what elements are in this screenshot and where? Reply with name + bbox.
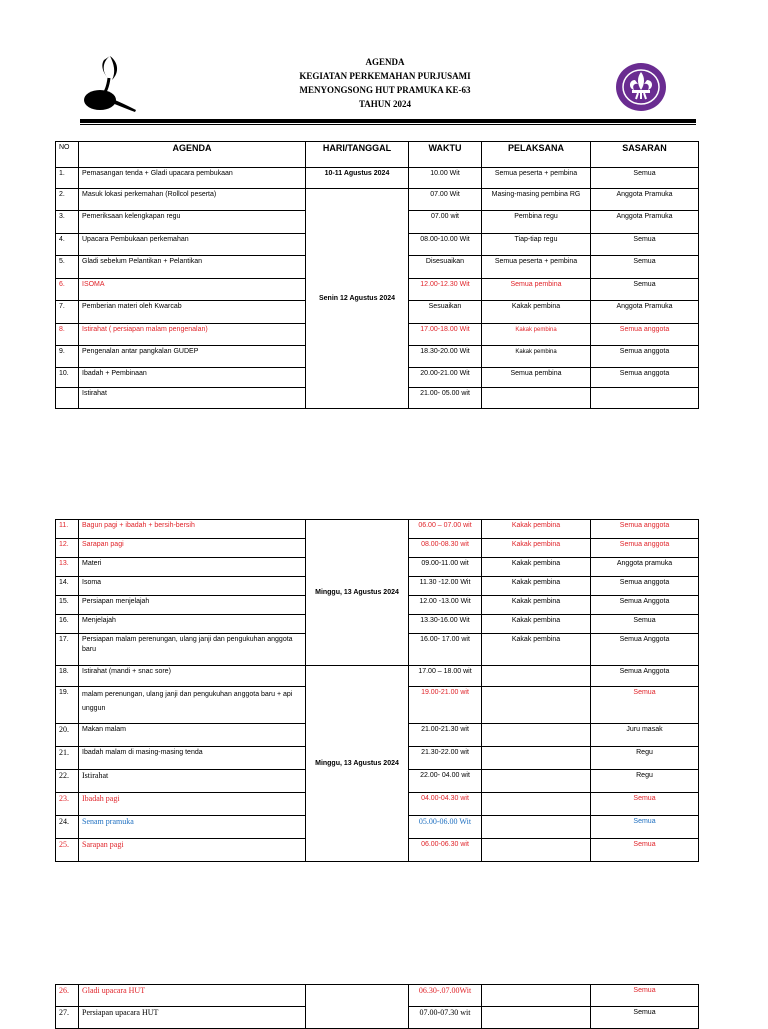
row-sasaran: Anggota pramuka (591, 558, 699, 577)
row-no: 22. (56, 770, 79, 793)
row-agenda: Masuk lokasi perkemahan (Rollcol peserta) (79, 189, 306, 211)
row-no: 7. (56, 301, 79, 324)
row-waktu: 07.00 wit (409, 211, 482, 234)
row-waktu: Disesuaikan (409, 256, 482, 279)
row-no: 6. (56, 279, 79, 301)
row-agenda: Senam pramuka (79, 816, 306, 839)
col-header-no: NO (56, 142, 79, 168)
row-agenda: Pemeriksaan kelengkapan regu (79, 211, 306, 234)
row-agenda: Bagun pagi + ibadah + bersih-bersih (79, 520, 306, 539)
row-waktu: 06.30-.07.00Wit (409, 985, 482, 1007)
header-divider-thin (80, 124, 696, 125)
merged-day-minggu-a: Minggu, 13 Agustus 2024 (306, 520, 409, 666)
row-waktu: 10.00 Wit (409, 168, 482, 189)
header-divider-thick (80, 119, 696, 123)
row-sasaran: Semua (591, 256, 699, 279)
row-pelaksana: Semua peserta + pembina (482, 256, 591, 279)
row-pelaksana (482, 388, 591, 409)
col-header-pelaksana: PELAKSANA (482, 142, 591, 168)
row-no: 26. (56, 985, 79, 1007)
heading-line-2: KEGIATAN PERKEMAHAN PURJUSAMI (299, 71, 471, 81)
row-pelaksana (482, 1007, 591, 1029)
row-pelaksana: Semua pembina (482, 368, 591, 388)
row-pelaksana: Kakak pembina (482, 520, 591, 539)
row-no: 20. (56, 724, 79, 747)
row-agenda: Makan malam (79, 724, 306, 747)
row-sasaran: Semua (591, 793, 699, 816)
row-no: 3. (56, 211, 79, 234)
row-waktu: 20.00-21.00 Wit (409, 368, 482, 388)
row-sasaran: Semua Anggota (591, 634, 699, 666)
row-agenda: Istirahat (79, 770, 306, 793)
row-pelaksana: Kakak pembina (482, 596, 591, 615)
row-sasaran: Anggota Pramuka (591, 301, 699, 324)
row-agenda: Sarapan pagi (79, 539, 306, 558)
row-pelaksana: Semua pembina (482, 279, 591, 301)
row-pelaksana: Tiap-tiap regu (482, 234, 591, 256)
row-no: 27. (56, 1007, 79, 1029)
row-sasaran: Semua anggota (591, 520, 699, 539)
row-agenda: Persiapan upacara HUT (79, 1007, 306, 1029)
row-no: 8. (56, 324, 79, 346)
row-pelaksana: Kakak pembina (482, 301, 591, 324)
row-waktu: 12.00 -13.00 Wit (409, 596, 482, 615)
row-pelaksana (482, 724, 591, 747)
row-sasaran: Regu (591, 770, 699, 793)
row-no: 17. (56, 634, 79, 666)
row-pelaksana: Kakak pembina (482, 324, 591, 346)
row-sasaran: Semua (591, 615, 699, 634)
row-waktu: 22.00- 04.00 wit (409, 770, 482, 793)
row-sasaran: Semua (591, 839, 699, 862)
row-waktu: 06.00-06.30 wit (409, 839, 482, 862)
row-agenda: Ibadah + Pembinaan (79, 368, 306, 388)
row-waktu: 07.00 Wit (409, 189, 482, 211)
row-sasaran: Semua (591, 816, 699, 839)
row-agenda: Istirahat (79, 388, 306, 409)
row-agenda: Istirahat (mandi + snac sore) (79, 666, 306, 687)
row-no: 16. (56, 615, 79, 634)
row-waktu: 09.00-11.00 wit (409, 558, 482, 577)
row-pelaksana (482, 839, 591, 862)
row-no: 5. (56, 256, 79, 279)
document-heading (250, 55, 520, 111)
row-waktu: 12.00-12.30 Wit (409, 279, 482, 301)
table-row (56, 189, 699, 211)
row-no: 21. (56, 747, 79, 770)
row-agenda: Pengenalan antar pangkalan GUDEP (79, 346, 306, 368)
row-waktu: 21.00- 05.00 wit (409, 388, 482, 409)
row-waktu: 21.00-21.30 wit (409, 724, 482, 747)
row-agenda: Ibadah pagi (79, 793, 306, 816)
merged-day-senin: Senin 12 Agustus 2024 (306, 189, 409, 409)
row-pelaksana (482, 666, 591, 687)
row-pelaksana (482, 793, 591, 816)
table-row (56, 666, 699, 687)
row-no: 12. (56, 539, 79, 558)
row-sasaran: Semua (591, 279, 699, 301)
row-no: 11. (56, 520, 79, 539)
row-pelaksana: Kakak pembina (482, 558, 591, 577)
row-no: 9. (56, 346, 79, 368)
row-sasaran: Semua anggota (591, 368, 699, 388)
row-agenda: Gladi sebelum Pelantikan + Pelantikan (79, 256, 306, 279)
schedule-table-1 (55, 141, 699, 409)
row-sasaran: Anggota Pramuka (591, 211, 699, 234)
row-agenda: Materi (79, 558, 306, 577)
row-no: 2. (56, 189, 79, 211)
row-sasaran: Semua (591, 234, 699, 256)
row-no: 19. (56, 687, 79, 724)
row-sasaran: Semua (591, 687, 699, 724)
row-no: 18. (56, 666, 79, 687)
row-pelaksana: Kakak pembina (482, 615, 591, 634)
row-no: 1. (56, 168, 79, 189)
row-waktu: 16.00- 17.00 wit (409, 634, 482, 666)
row-no: 25. (56, 839, 79, 862)
row-pelaksana (482, 687, 591, 724)
row-agenda: Ibadah malam di masing-masing tenda (79, 747, 306, 770)
col-header-sasaran: SASARAN (591, 142, 699, 168)
row-sasaran: Juru masak (591, 724, 699, 747)
table-header-row (56, 142, 699, 168)
row-agenda: Sarapan pagi (79, 839, 306, 862)
row-no: 14. (56, 577, 79, 596)
row-no: 23. (56, 793, 79, 816)
row-agenda: Pemasangan tenda + Gladi upacara pembukaan (79, 168, 306, 189)
scout-fleur-de-lis-icon (614, 62, 668, 112)
merged-day-empty (306, 985, 409, 1029)
heading-line-4: TAHUN 2024 (358, 99, 412, 109)
row-waktu: 04.00-04.30 wit (409, 793, 482, 816)
row-agenda: Menjelajah (79, 615, 306, 634)
row-sasaran: Regu (591, 747, 699, 770)
row-waktu: 17.00 – 18.00 wit (409, 666, 482, 687)
row-waktu: 19.00-21.00 wit (409, 687, 482, 724)
row-sasaran: Semua anggota (591, 577, 699, 596)
row-sasaran: Semua anggota (591, 324, 699, 346)
row-hari-tanggal: 10-11 Agustus 2024 (306, 168, 409, 189)
row-pelaksana: Pembina regu (482, 211, 591, 234)
row-agenda: Upacara Pembukaan perkemahan (79, 234, 306, 256)
col-header-agenda: AGENDA (79, 142, 306, 168)
col-header-hari-tanggal: HARI/TANGGAL (306, 142, 409, 168)
table-row (56, 168, 699, 189)
row-sasaran: Semua (591, 1007, 699, 1029)
table-row (56, 985, 699, 1007)
row-waktu: 11.30 -12.00 Wit (409, 577, 482, 596)
row-waktu: 08.00-08.30 wit (409, 539, 482, 558)
row-agenda: ISOMA (79, 279, 306, 301)
row-sasaran: Anggota Pramuka (591, 189, 699, 211)
heading-line-1: AGENDA (365, 57, 405, 67)
row-agenda: Persiapan menjelajah (79, 596, 306, 615)
row-pelaksana: Kakak pembina (482, 346, 591, 368)
row-agenda: Gladi upacara HUT (79, 985, 306, 1007)
row-agenda: malam perenungan, ulang janji dan pengukuhan anggota baru + api unggun (79, 687, 306, 724)
table-row (56, 520, 699, 539)
row-no: 13. (56, 558, 79, 577)
row-sasaran: Semua (591, 985, 699, 1007)
row-pelaksana: Kakak pembina (482, 539, 591, 558)
merged-day-minggu-b: Minggu, 13 Agustus 2024 (306, 666, 409, 862)
row-pelaksana: Masing-masing pembina RG (482, 189, 591, 211)
row-no: 4. (56, 234, 79, 256)
row-waktu: 13.30-16.00 Wit (409, 615, 482, 634)
row-pelaksana: Semua peserta + pembina (482, 168, 591, 189)
row-pelaksana (482, 985, 591, 1007)
heading-line-3: MENYONGSONG HUT PRAMUKA KE-63 (299, 85, 471, 95)
row-pelaksana (482, 747, 591, 770)
row-sasaran: Semua anggota (591, 346, 699, 368)
row-agenda: Istirahat ( persiapan malam pengenalan) (79, 324, 306, 346)
col-header-waktu: WAKTU (409, 142, 482, 168)
row-waktu: 07.00-07.30 wit (409, 1007, 482, 1029)
row-no: 15. (56, 596, 79, 615)
row-no: 24. (56, 816, 79, 839)
row-pelaksana: Kakak pembina (482, 577, 591, 596)
row-sasaran (591, 388, 699, 409)
row-no: 10. (56, 368, 79, 388)
row-agenda: Pemberian materi oleh Kwarcab (79, 301, 306, 324)
row-sasaran: Semua Anggota (591, 596, 699, 615)
row-pelaksana (482, 816, 591, 839)
row-waktu: Sesuaikan (409, 301, 482, 324)
tunas-kelapa-icon (80, 52, 136, 114)
row-waktu: 17.00-18.00 Wit (409, 324, 482, 346)
row-waktu: 05.00-06.00 Wit (409, 816, 482, 839)
schedule-table-2 (55, 519, 699, 862)
row-pelaksana: Kakak pembina (482, 634, 591, 666)
row-waktu: 08.00-10.00 Wit (409, 234, 482, 256)
schedule-table-3 (55, 984, 699, 1029)
row-sasaran: Semua Anggota (591, 666, 699, 687)
row-sasaran: Semua anggota (591, 539, 699, 558)
row-agenda: Isoma (79, 577, 306, 596)
row-waktu: 06.00 – 07.00 wit (409, 520, 482, 539)
row-agenda: Persiapan malam perenungan, ulang janji dan pengukuhan anggota baru (79, 634, 306, 666)
row-sasaran: Semua (591, 168, 699, 189)
row-pelaksana (482, 770, 591, 793)
row-waktu: 18.30-20.00 Wit (409, 346, 482, 368)
row-waktu: 21.30-22.00 wit (409, 747, 482, 770)
row-no (56, 388, 79, 409)
